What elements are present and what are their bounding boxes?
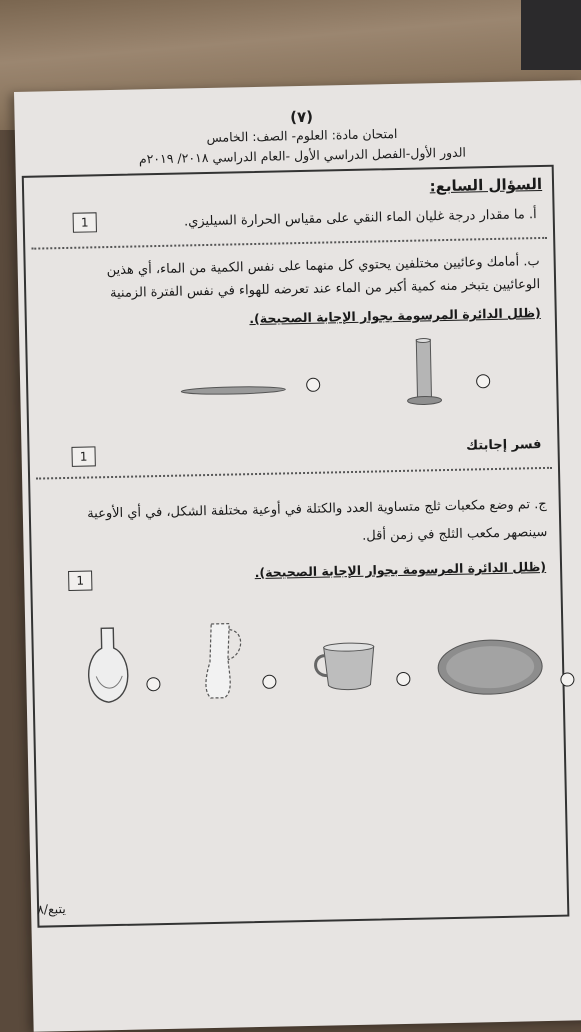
page-number: (٧): [289, 107, 314, 127]
oval-tray-icon: [436, 637, 545, 697]
option-cylinder-circle[interactable]: [476, 374, 490, 388]
round-flask-icon: [79, 626, 137, 707]
question-b-instruction: (ظلل الدائرة المرسومة بجوار الإجابة الصحيحة).: [249, 305, 541, 327]
shallow-dish-icon: [178, 382, 288, 398]
option-flask-circle[interactable]: [146, 677, 160, 691]
exam-title: امتحان مادة: العلوم- الصف: الخامس: [206, 125, 398, 145]
question-frame: [22, 165, 570, 928]
question-b-line2: الوعائيين يتبخر منه كمية أكبر من الماء عند تعرضه للهواء في نفس الفترة الزمنية: [109, 277, 541, 302]
question-title: السؤال السابع:: [429, 174, 543, 196]
continue-note: يتبع/٨: [36, 901, 66, 917]
option-jug-circle[interactable]: [262, 675, 276, 689]
desk-object: [521, 0, 581, 70]
score-box-c: 1: [68, 570, 92, 590]
cup-icon: [312, 641, 379, 692]
question-a-text: أ. ما مقدار درجة غليان الماء النقي على مقياس الحرارة السيليزي.: [183, 207, 537, 230]
question-c-line2: سينصهر مكعب الثلج في زمن أقل.: [362, 524, 548, 544]
question-c-instruction: (ظلل الدائرة المرسومة بجوار الإجابة الصحيحة).: [254, 558, 547, 581]
answer-line-b[interactable]: [36, 467, 552, 480]
score-box-a: 1: [73, 212, 97, 232]
exam-subtitle: الدور الأول-الفصل الدراسي الأول -العام الدراسي ٢٠١٨/ ٢٠١٩م: [138, 144, 467, 167]
option-cup-circle[interactable]: [396, 672, 410, 686]
tall-cylinder-icon: [403, 337, 444, 410]
exam-page: [14, 80, 581, 1032]
option-dish-circle[interactable]: [306, 378, 320, 392]
question-c-line1: ج. تم وضع مكعبات ثلج متساوية العدد والكتلة في أوعية مختلفة الشكل، في أي الأوعية: [87, 496, 547, 522]
score-box-b: 1: [71, 446, 95, 466]
question-b-line1: ب. أمامك وعائيين مختلفين يحتوي كل منهما على نفس الكمية من الماء، أي هذين: [106, 254, 540, 279]
answer-line-a[interactable]: [31, 237, 547, 250]
explain-label: فسر إجابتك: [465, 437, 542, 454]
jug-icon: [199, 619, 251, 704]
option-tray-circle[interactable]: [560, 672, 574, 686]
